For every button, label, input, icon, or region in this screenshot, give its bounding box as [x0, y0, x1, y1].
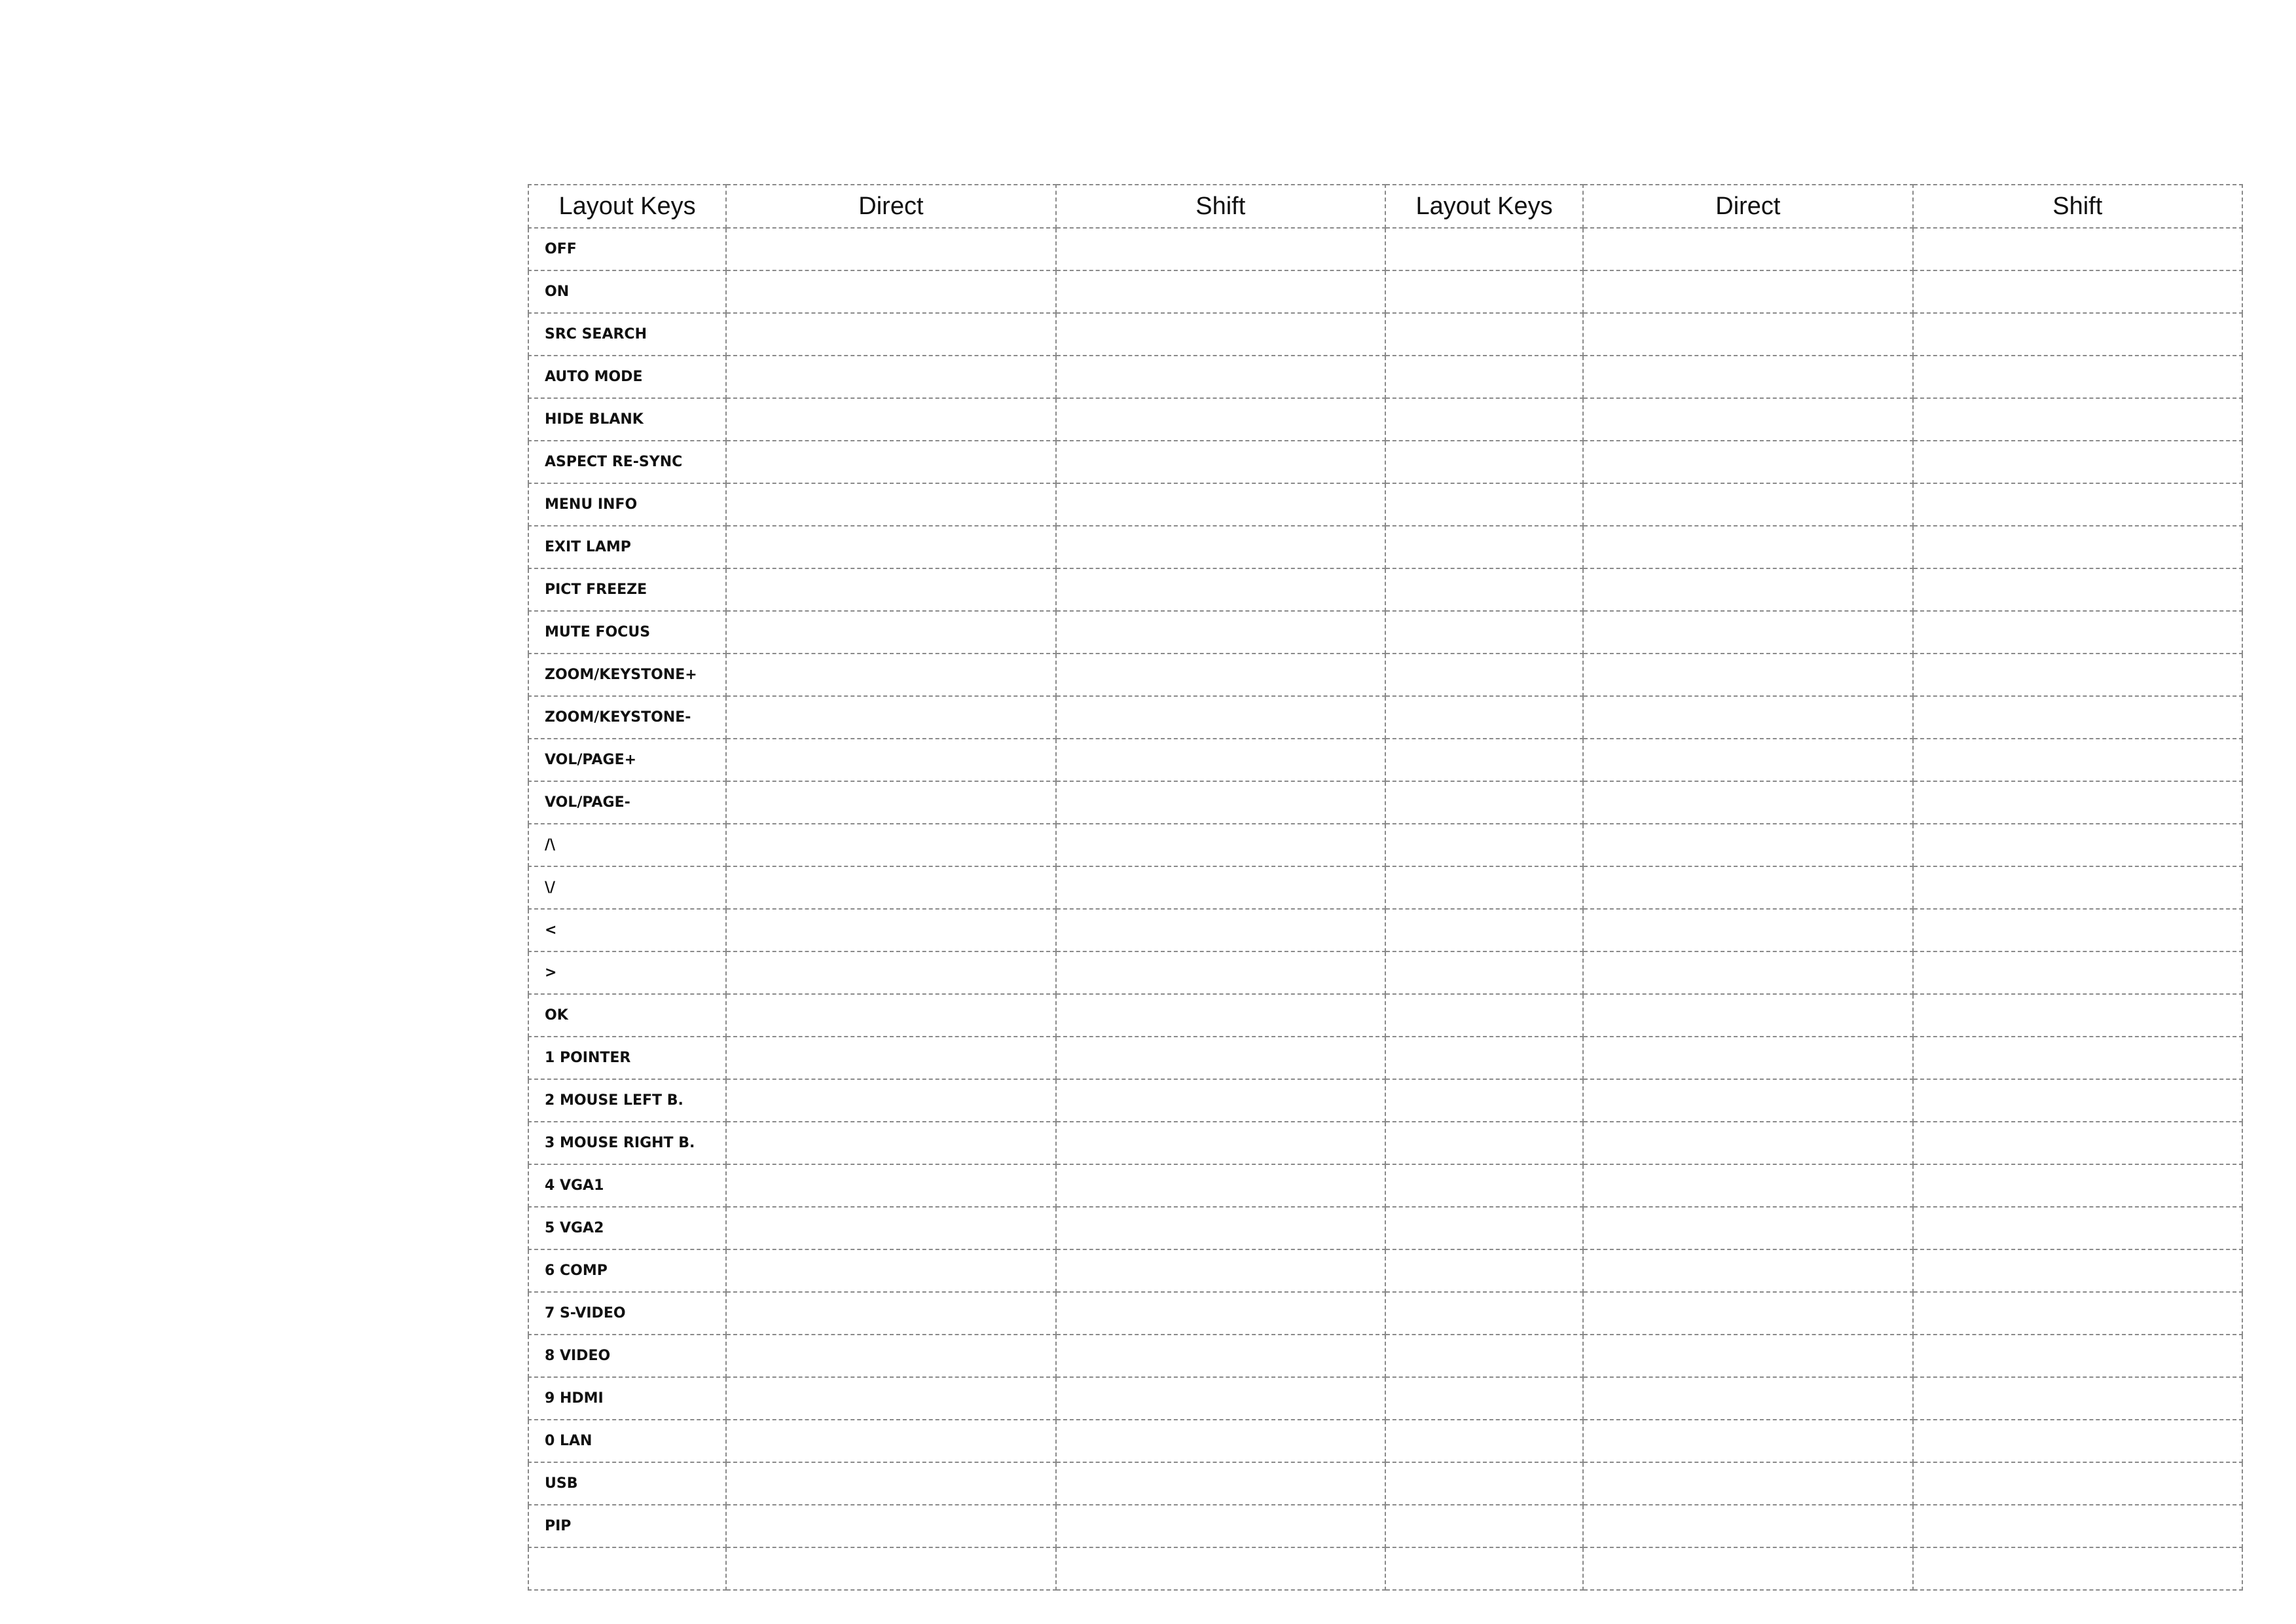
direct-cell[interactable]: [726, 228, 1055, 270]
direct-cell-2[interactable]: [1583, 228, 1912, 270]
direct-cell-2[interactable]: [1583, 483, 1912, 526]
layout-key-cell-2[interactable]: [1385, 866, 1583, 909]
table-row: [528, 1207, 2242, 1249]
direct-cell[interactable]: [726, 1207, 1055, 1249]
layout-key-cell-2[interactable]: [1385, 1462, 1583, 1505]
layout-key-cell-2[interactable]: [1385, 1377, 1583, 1420]
layout-key-cell-2[interactable]: [1385, 1420, 1583, 1462]
shift-cell-2[interactable]: [1913, 1122, 2242, 1164]
shift-cell[interactable]: [1056, 526, 1385, 568]
direct-cell-2[interactable]: [1583, 909, 1912, 951]
layout-key-cell: 7 S-VIDEO: [528, 1292, 726, 1335]
direct-cell[interactable]: [726, 1335, 1055, 1377]
layout-key-cell: VOL/PAGE+: [528, 739, 726, 781]
direct-cell-2[interactable]: [1583, 994, 1912, 1037]
table-row: [528, 951, 2242, 994]
shift-cell-2[interactable]: [1913, 824, 2242, 866]
shift-cell[interactable]: [1056, 313, 1385, 356]
layout-key-cell: >: [528, 951, 726, 994]
shift-cell[interactable]: [1056, 739, 1385, 781]
direct-cell-2[interactable]: [1583, 1547, 1912, 1590]
table-row: [528, 526, 2242, 568]
shift-cell[interactable]: [1056, 654, 1385, 696]
layout-key-cell-2[interactable]: [1385, 1335, 1583, 1377]
direct-cell-2[interactable]: [1583, 1505, 1912, 1547]
shift-cell[interactable]: [1056, 1164, 1385, 1207]
direct-cell-2[interactable]: [1583, 1292, 1912, 1335]
table-row: [528, 739, 2242, 781]
table-row: [528, 1462, 2242, 1505]
shift-cell-2[interactable]: [1913, 1079, 2242, 1122]
layout-key-cell: OFF: [528, 228, 726, 270]
direct-cell-2[interactable]: [1583, 568, 1912, 611]
table-row: [528, 1249, 2242, 1292]
direct-cell-2[interactable]: [1583, 739, 1912, 781]
shift-cell-2[interactable]: [1913, 1164, 2242, 1207]
shift-cell[interactable]: [1056, 441, 1385, 483]
shift-cell-2[interactable]: [1913, 398, 2242, 441]
table-row: [528, 1505, 2242, 1547]
shift-cell[interactable]: [1056, 1292, 1385, 1335]
shift-cell-2[interactable]: [1913, 909, 2242, 951]
shift-cell[interactable]: [1056, 270, 1385, 313]
table-row: [528, 1335, 2242, 1377]
header-layout-keys: Layout Keys: [528, 185, 726, 228]
shift-cell-2[interactable]: [1913, 1547, 2242, 1590]
layout-key-cell: AUTO MODE: [528, 356, 726, 398]
shift-cell-2[interactable]: [1913, 1377, 2242, 1420]
layout-key-cell-2[interactable]: [1385, 1292, 1583, 1335]
shift-cell[interactable]: [1056, 824, 1385, 866]
shift-cell-2[interactable]: [1913, 1335, 2242, 1377]
direct-cell[interactable]: [726, 781, 1055, 824]
layout-key-cell-2[interactable]: [1385, 228, 1583, 270]
layout-key-cell: 8 VIDEO: [528, 1335, 726, 1377]
shift-cell-2[interactable]: [1913, 654, 2242, 696]
shift-cell[interactable]: [1056, 1335, 1385, 1377]
layout-key-cell: EXIT LAMP: [528, 526, 726, 568]
table-row: [528, 441, 2242, 483]
direct-cell[interactable]: [726, 739, 1055, 781]
header-direct: Direct: [726, 185, 1055, 228]
direct-cell-2[interactable]: [1583, 526, 1912, 568]
shift-cell-2[interactable]: [1913, 1505, 2242, 1547]
table-row: [528, 781, 2242, 824]
direct-cell[interactable]: [726, 696, 1055, 739]
direct-cell[interactable]: [726, 1164, 1055, 1207]
shift-cell[interactable]: [1056, 1505, 1385, 1547]
table-body: [528, 228, 2242, 1590]
direct-cell[interactable]: [726, 1037, 1055, 1079]
header-shift-2: Shift: [1913, 185, 2242, 228]
shift-cell-2[interactable]: [1913, 611, 2242, 654]
direct-cell[interactable]: [726, 1122, 1055, 1164]
shift-cell-2[interactable]: [1913, 441, 2242, 483]
shift-cell-2[interactable]: [1913, 526, 2242, 568]
shift-cell-2[interactable]: [1913, 356, 2242, 398]
shift-cell[interactable]: [1056, 909, 1385, 951]
shift-cell[interactable]: [1056, 1420, 1385, 1462]
direct-cell-2[interactable]: [1583, 611, 1912, 654]
table-row: [528, 1122, 2242, 1164]
layout-key-cell-2[interactable]: [1385, 441, 1583, 483]
shift-cell-2[interactable]: [1913, 1462, 2242, 1505]
layout-key-cell: /\: [528, 824, 726, 866]
shift-cell-2[interactable]: [1913, 270, 2242, 313]
table-row: [528, 909, 2242, 951]
layout-key-cell: ZOOM/KEYSTONE+: [528, 654, 726, 696]
shift-cell[interactable]: [1056, 781, 1385, 824]
layout-key-cell-2[interactable]: [1385, 696, 1583, 739]
direct-cell[interactable]: [726, 866, 1055, 909]
header-shift: Shift: [1056, 185, 1385, 228]
table-row: [528, 611, 2242, 654]
layout-key-cell: OK: [528, 994, 726, 1037]
shift-cell-2[interactable]: [1913, 1249, 2242, 1292]
shift-cell[interactable]: [1056, 696, 1385, 739]
shift-cell[interactable]: [1056, 1249, 1385, 1292]
layout-key-cell: 3 MOUSE RIGHT B.: [528, 1122, 726, 1164]
direct-cell[interactable]: [726, 1420, 1055, 1462]
header-row: [528, 185, 2242, 228]
layout-key-cell: 2 MOUSE LEFT B.: [528, 1079, 726, 1122]
layout-key-cell-2[interactable]: [1385, 568, 1583, 611]
shift-cell[interactable]: [1056, 611, 1385, 654]
layout-key-cell-2[interactable]: [1385, 1207, 1583, 1249]
direct-cell-2[interactable]: [1583, 1122, 1912, 1164]
key-layout-table: [528, 184, 2243, 1591]
direct-cell-2[interactable]: [1583, 441, 1912, 483]
direct-cell-2[interactable]: [1583, 1249, 1912, 1292]
table-row: [528, 270, 2242, 313]
shift-cell[interactable]: [1056, 1462, 1385, 1505]
shift-cell[interactable]: [1056, 866, 1385, 909]
table-row: [528, 1420, 2242, 1462]
table-row: [528, 696, 2242, 739]
direct-cell[interactable]: [726, 313, 1055, 356]
layout-key-cell: 6 COMP: [528, 1249, 726, 1292]
direct-cell[interactable]: [726, 1505, 1055, 1547]
layout-key-cell: 1 POINTER: [528, 1037, 726, 1079]
direct-cell-2[interactable]: [1583, 824, 1912, 866]
shift-cell[interactable]: [1056, 356, 1385, 398]
layout-key-cell: SRC SEARCH: [528, 313, 726, 356]
shift-cell[interactable]: [1056, 1037, 1385, 1079]
shift-cell-2[interactable]: [1913, 483, 2242, 526]
shift-cell-2[interactable]: [1913, 994, 2242, 1037]
direct-cell[interactable]: [726, 824, 1055, 866]
direct-cell[interactable]: [726, 1462, 1055, 1505]
table-row: [528, 1547, 2242, 1590]
layout-key-cell-2[interactable]: [1385, 1505, 1583, 1547]
layout-key-cell-2[interactable]: [1385, 483, 1583, 526]
direct-cell-2[interactable]: [1583, 1207, 1912, 1249]
table-row: [528, 824, 2242, 866]
layout-key-cell-2[interactable]: [1385, 526, 1583, 568]
shift-cell-2[interactable]: [1913, 781, 2242, 824]
direct-cell-2[interactable]: [1583, 1335, 1912, 1377]
layout-key-cell-2[interactable]: [1385, 398, 1583, 441]
table-row: [528, 568, 2242, 611]
shift-cell[interactable]: [1056, 951, 1385, 994]
shift-cell-2[interactable]: [1913, 696, 2242, 739]
shift-cell[interactable]: [1056, 1122, 1385, 1164]
layout-key-cell: VOL/PAGE-: [528, 781, 726, 824]
layout-key-cell-2[interactable]: [1385, 824, 1583, 866]
layout-key-cell-2[interactable]: [1385, 1079, 1583, 1122]
layout-key-cell: \/: [528, 866, 726, 909]
shift-cell-2[interactable]: [1913, 313, 2242, 356]
header-direct-2: Direct: [1583, 185, 1912, 228]
layout-key-cell-2[interactable]: [1385, 781, 1583, 824]
direct-cell[interactable]: [726, 1547, 1055, 1590]
layout-key-cell: 4 VGA1: [528, 1164, 726, 1207]
shift-cell[interactable]: [1056, 994, 1385, 1037]
direct-cell[interactable]: [726, 270, 1055, 313]
layout-key-cell: PIP: [528, 1505, 726, 1547]
direct-cell-2[interactable]: [1583, 270, 1912, 313]
table-row: [528, 1164, 2242, 1207]
layout-key-cell-2[interactable]: [1385, 1164, 1583, 1207]
shift-cell-2[interactable]: [1913, 951, 2242, 994]
shift-cell-2[interactable]: [1913, 866, 2242, 909]
layout-key-cell-2[interactable]: [1385, 356, 1583, 398]
shift-cell-2[interactable]: [1913, 1292, 2242, 1335]
direct-cell[interactable]: [726, 1292, 1055, 1335]
direct-cell[interactable]: [726, 568, 1055, 611]
table-row: [528, 483, 2242, 526]
layout-key-cell: USB: [528, 1462, 726, 1505]
table-row: [528, 654, 2242, 696]
direct-cell-2[interactable]: [1583, 1037, 1912, 1079]
layout-key-cell-2[interactable]: [1385, 994, 1583, 1037]
direct-cell[interactable]: [726, 526, 1055, 568]
shift-cell-2[interactable]: [1913, 1420, 2242, 1462]
layout-key-cell-2[interactable]: [1385, 270, 1583, 313]
direct-cell[interactable]: [726, 483, 1055, 526]
direct-cell[interactable]: [726, 1377, 1055, 1420]
shift-cell[interactable]: [1056, 228, 1385, 270]
table-row: [528, 313, 2242, 356]
table-row: [528, 1377, 2242, 1420]
layout-key-cell-2[interactable]: [1385, 1547, 1583, 1590]
layout-key-cell-2[interactable]: [1385, 951, 1583, 994]
header-layout-keys-2: Layout Keys: [1385, 185, 1583, 228]
direct-cell-2[interactable]: [1583, 1164, 1912, 1207]
shift-cell-2[interactable]: [1913, 1037, 2242, 1079]
direct-cell-2[interactable]: [1583, 1462, 1912, 1505]
layout-key-cell-2[interactable]: [1385, 909, 1583, 951]
layout-key-cell: <: [528, 909, 726, 951]
direct-cell-2[interactable]: [1583, 356, 1912, 398]
direct-cell-2[interactable]: [1583, 313, 1912, 356]
layout-key-cell-2[interactable]: [1385, 1037, 1583, 1079]
table-row: [528, 1079, 2242, 1122]
direct-cell[interactable]: [726, 1249, 1055, 1292]
layout-key-cell: PICT FREEZE: [528, 568, 726, 611]
table-row: [528, 356, 2242, 398]
table-row: [528, 1292, 2242, 1335]
shift-cell-2[interactable]: [1913, 739, 2242, 781]
direct-cell[interactable]: [726, 611, 1055, 654]
shift-cell-2[interactable]: [1913, 568, 2242, 611]
direct-cell[interactable]: [726, 398, 1055, 441]
direct-cell[interactable]: [726, 994, 1055, 1037]
shift-cell-2[interactable]: [1913, 228, 2242, 270]
table-row: [528, 228, 2242, 270]
direct-cell[interactable]: [726, 356, 1055, 398]
layout-key-cell-2[interactable]: [1385, 611, 1583, 654]
layout-key-cell-2[interactable]: [1385, 1249, 1583, 1292]
layout-key-cell: MENU INFO: [528, 483, 726, 526]
direct-cell-2[interactable]: [1583, 696, 1912, 739]
direct-cell-2[interactable]: [1583, 951, 1912, 994]
layout-key-cell-2[interactable]: [1385, 739, 1583, 781]
layout-key-cell: [528, 1547, 726, 1590]
direct-cell-2[interactable]: [1583, 1079, 1912, 1122]
table-row: [528, 398, 2242, 441]
layout-key-cell: 5 VGA2: [528, 1207, 726, 1249]
shift-cell[interactable]: [1056, 1079, 1385, 1122]
table-row: [528, 866, 2242, 909]
direct-cell[interactable]: [726, 654, 1055, 696]
table-row: [528, 994, 2242, 1037]
layout-key-cell: HIDE BLANK: [528, 398, 726, 441]
direct-cell-2[interactable]: [1583, 398, 1912, 441]
shift-cell[interactable]: [1056, 568, 1385, 611]
layout-key-cell: ASPECT RE-SYNC: [528, 441, 726, 483]
shift-cell[interactable]: [1056, 1377, 1385, 1420]
layout-key-cell: MUTE FOCUS: [528, 611, 726, 654]
direct-cell-2[interactable]: [1583, 866, 1912, 909]
layout-key-cell: ZOOM/KEYSTONE-: [528, 696, 726, 739]
shift-cell[interactable]: [1056, 1207, 1385, 1249]
layout-key-cell-2[interactable]: [1385, 654, 1583, 696]
layout-key-cell-2[interactable]: [1385, 1122, 1583, 1164]
direct-cell[interactable]: [726, 1079, 1055, 1122]
layout-key-cell-2[interactable]: [1385, 313, 1583, 356]
direct-cell[interactable]: [726, 441, 1055, 483]
direct-cell-2[interactable]: [1583, 781, 1912, 824]
shift-cell[interactable]: [1056, 483, 1385, 526]
shift-cell[interactable]: [1056, 398, 1385, 441]
layout-key-cell: 0 LAN: [528, 1420, 726, 1462]
layout-key-cell: 9 HDMI: [528, 1377, 726, 1420]
table-row: [528, 1037, 2242, 1079]
direct-cell-2[interactable]: [1583, 1377, 1912, 1420]
direct-cell[interactable]: [726, 951, 1055, 994]
direct-cell-2[interactable]: [1583, 654, 1912, 696]
shift-cell[interactable]: [1056, 1547, 1385, 1590]
direct-cell[interactable]: [726, 909, 1055, 951]
shift-cell-2[interactable]: [1913, 1207, 2242, 1249]
layout-key-cell: ON: [528, 270, 726, 313]
direct-cell-2[interactable]: [1583, 1420, 1912, 1462]
